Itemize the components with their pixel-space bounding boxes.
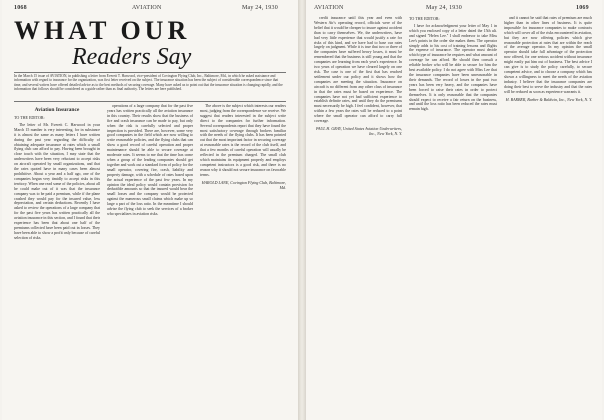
- running-head-right: AVIATION: [314, 5, 344, 11]
- running-date-left: May 24, 1930: [242, 5, 278, 11]
- left-column-1: [14, 104, 100, 416]
- signature: H. BARBER, Barber & Baldwin, Inc., New York, N. Y.: [505, 96, 592, 102]
- salutation: TO THE EDITOR:: [14, 115, 45, 120]
- rule-top: [14, 72, 286, 73]
- left-column-2: [107, 104, 193, 416]
- running-date-right: May 24, 1930: [426, 5, 462, 11]
- column-text: operations of a large company that for the past five years has written practically all the aviation insurance in this country. Their results show that the business of fire and crash insurance can be made to pay, but only when the risk is carefully selected and proper inspection is provided. There are, however, some very good companies in the field which are now willing to write reasonable policies, and the flying clubs that can show a good record of careful operation and proper maintenance should be able to secure coverage at moderate rates. It seems to me that the time has come when a group of the leading companies should get together and work out a standard form of policy for the small operator, covering fire, crash, liability and property damage, with a schedule of rates based upon the actual experience of the past few years. In my opinion the ideal policy would contain provision for deductible amounts so that the insured would bear the small losses and the company would be protected against the numerous small claims which make up so large a part of the loss ratio. In the meantime I should advise the flying club to seek the services of a broker who specializes in aviation risks.: [107, 104, 193, 216]
- running-head-left: AVIATION: [132, 5, 162, 11]
- column-text: I have for acknowledgment your letter of May 1 in which you enclosed copy of a letter dated the 15th ult. and signed "Helen Lee." I shall endeavor to take Miss Lee's points in the order she makes them. The operator simply adds to his cost of training lessons and flights the expense of insurance. The operator must decide which type of insurance he requires and what amount of coverage he can afford. He should then consult a reliable broker who will be able to secure for him the best available policy. I do not agree with Miss Lee that the insurance companies have been unreasonable in their demands. The record of losses in the past two years has been very heavy, and the companies have been forced to raise their rates in order to protect themselves. It is only reasonable that the companies should expect to receive a fair return on the business, and until the loss ratio has been reduced the rates must remain high.: [409, 23, 497, 112]
- gutter: [298, 0, 306, 420]
- left-column-3: [200, 104, 286, 416]
- right-column-1: [314, 16, 402, 416]
- editor-intro: In the March 15 issue of AVIATION, in publishing a letter from Everett T. Harwood, vice-president of Covington Flying Club, Inc., Baltimore, Md., in which he asked assistance and information with regard to insurance for the organization, was first letter received on the subject. The insurance situation has been the subject of considerable correspondence since that time, and several writers have offered detailed advice as to the best methods of securing coverage. Many have asked us to point out that the insurance situation is changing rapidly, and the information that follows should be considered as a guide rather than as final authority. The letters are here published.: [14, 74, 283, 92]
- column-text: and it cannot be said that rates of premium are much higher than in other lines of business. It is quite impossible for insurance companies to make contracts which will cover all of the risks encountered in aviation, but they are now offering policies which give reasonable protection at rates that are within the reach of the average operator. In my opinion the small operator should take full advantage of the protection now offered, for one serious accident without insurance might easily put him out of business. The best advice I can give is to study the policy carefully, to secure competent advice, and to choose a company which has shown a willingness to meet the needs of the aviation industry. I believe that the insurance companies are doing their best to serve the industry and that the rates will be reduced as soon as experience warrants it.: [504, 16, 592, 94]
- salutation: TO THE EDITOR:: [409, 16, 440, 21]
- rule-bottom: [14, 101, 286, 102]
- right-page: [306, 0, 602, 420]
- column-text: The above is the subject which interests our readers most, judging from the correspondence we receive. We suggest that readers interested in the subject write direct to the companies for further information. Several correspondents report that they have found the most satisfactory coverage through brokers familiar with the needs of the flying clubs. It has been pointed out that the most important factor in securing coverage at reasonable rates is the record of the club itself, and that a few months of careful operation will usually be reflected in the premium charged. The small club which maintains its equipment properly and employs competent instructors is a good risk, and there is no reason why it should not secure insurance on favorable terms.: [200, 104, 286, 177]
- page-number-right: 1069: [576, 5, 589, 11]
- column-text: credit insurance until this year and even with Western Air's operating record, officials were of the belief that it would be cheaper to insure against accident than to carry themselves. We, the underwriters, have had very little experience that would justify a rate for risks of this kind, and we have had to base our rates largely on judgment. While it is true that two or three of the companies have suffered heavy losses, it must be remembered that the business is still young and that the companies are learning from each year's experience. In two years of operation we have cleared largely on one risk. The case is one of the first that has reached settlement under our policy and it shows how the companies are meeting the situation. Insurance on aircraft is no different from any other class of insurance in that the rates must be based on experience. The companies have not yet had sufficient experience to establish definite rates, and until they do the premiums must necessarily be high. I feel confident, however, that within a few years the rates will be reduced to a point where the small operator can afford to carry full coverage.: [314, 16, 402, 124]
- right-column-2: [409, 16, 497, 416]
- page-number-left: 1068: [14, 5, 27, 11]
- signature: HAROLD LANE, Covington Flying Club, Baltimore, Md.: [201, 179, 286, 190]
- feature-subtitle: Readers Say: [72, 44, 192, 70]
- left-page: [2, 0, 298, 420]
- feature-title: WHAT OUR: [14, 16, 191, 45]
- right-column-3: [504, 16, 592, 416]
- column-text: The letter of Mr. Everett C. Harwood in your March 15 number is very interesting, for in substance it is almost the same as many letters I have written during the past year regarding the difficulty of obtaining adequate insurance at rates which a small flying club can afford to pay. Having been brought in close touch with the situation, I may state that the underwriters have been very reluctant to accept risks on aircraft operated by small organizations, and that the rates quoted have in many cases been almost prohibitive. About a year and a half ago, one of the companies began very timidly to accept risks in this territory. When one read some of the policies, about all he could make out of it was that the insurance company was to be paid a premium, while if the plane crashed they would pay for the insured value, less depreciation, and certain deductions. Recently I have asked to review the operations of a large company that for the past five years has written practically all the aviation insurance in this section, and I found that their experience has been that about one half of the premiums collected have been paid out in losses. They have been able to show a profit only because of careful selection of risks.: [14, 122, 100, 240]
- signature: PAUL H. GRAY, United States Aviation Underwriters, Inc., New York, N. Y.: [316, 125, 402, 136]
- section-head: Aviation Insurance: [34, 107, 80, 113]
